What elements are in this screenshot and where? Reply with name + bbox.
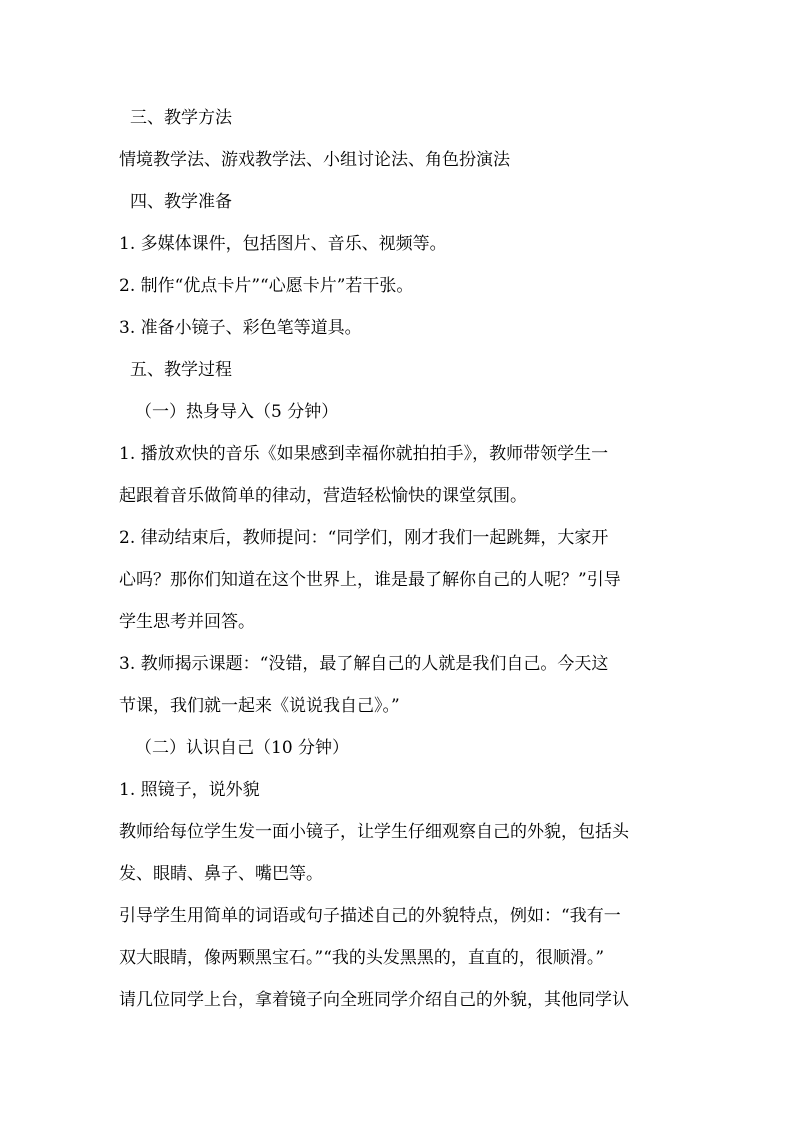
teaching-methods-text: 情境教学法、游戏教学法、小组讨论法、角色扮演法: [119, 150, 510, 170]
warmup-paragraph-3-line-1: 3. 教师揭示课题：“没错，最了解自己的人就是我们自己。今天这: [119, 654, 609, 674]
section-heading-teaching-process: 五、教学过程: [130, 360, 232, 380]
preparation-item-2: 2. 制作“优点卡片”“心愿卡片”若干张。: [119, 276, 414, 296]
mirror-paragraph-1-line-2: 发、眼睛、鼻子、嘴巴等。: [119, 864, 323, 884]
warmup-paragraph-3-line-2: 节课，我们就一起来《说说我自己》。”: [119, 696, 400, 716]
mirror-paragraph-3-line-1: 请几位同学上台，拿着镜子向全班同学介绍自己的外貌，其他同学认: [119, 990, 629, 1010]
preparation-item-3: 3. 准备小镜子、彩色笔等道具。: [119, 318, 362, 338]
section-heading-teaching-preparation: 四、教学准备: [130, 192, 232, 212]
mirror-paragraph-2-line-2: 双大眼睛，像两颗黑宝石。”“我的头发黑黑的，直直的，很顺滑。”: [119, 948, 605, 968]
mirror-paragraph-1-line-1: 教师给每位学生发一面小镜子，让学生仔细观察自己的外貌，包括头: [119, 822, 629, 842]
preparation-item-1: 1. 多媒体课件，包括图片、音乐、视频等。: [119, 234, 447, 254]
mirror-paragraph-2-line-1: 引导学生用简单的词语或句子描述自己的外貌特点，例如：“我有一: [119, 906, 621, 926]
section-heading-teaching-methods: 三、教学方法: [130, 108, 232, 128]
warmup-paragraph-2-line-2: 心吗？那你们知道在这个世界上，谁是最了解你自己的人呢？”引导: [119, 570, 621, 590]
warmup-paragraph-1-line-2: 起跟着音乐做简单的律动，营造轻松愉快的课堂氛围。: [119, 486, 527, 506]
warmup-paragraph-2-line-1: 2. 律动结束后，教师提问：“同学们，刚才我们一起跳舞，大家开: [119, 528, 609, 548]
subsection-heading-warmup: （一）热身导入（5 分钟）: [135, 402, 339, 422]
know-yourself-item-1: 1. 照镜子，说外貌: [119, 780, 260, 800]
subsection-heading-know-yourself: （二）认识自己（10 分钟）: [135, 738, 350, 758]
warmup-paragraph-2-line-3: 学生思考并回答。: [119, 612, 255, 632]
warmup-paragraph-1-line-1: 1. 播放欢快的音乐《如果感到幸福你就拍拍手》，教师带领学生一: [119, 444, 609, 464]
